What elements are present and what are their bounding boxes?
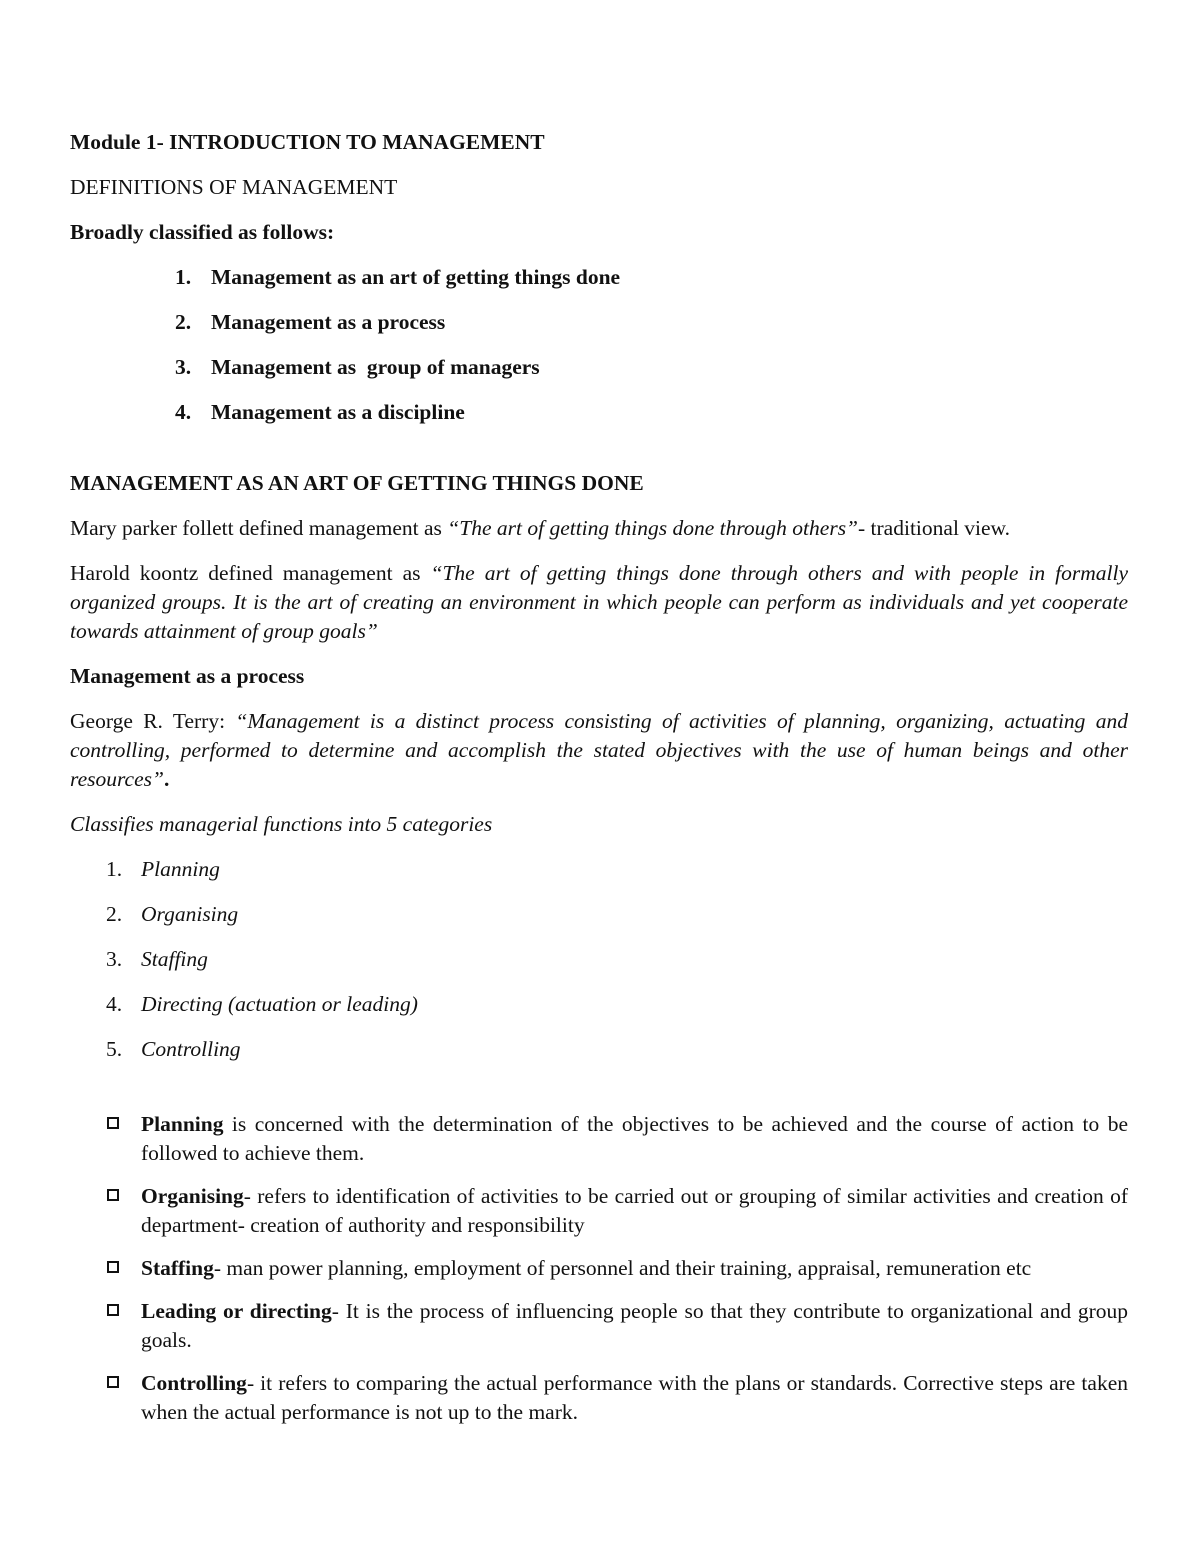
module-title xyxy=(70,128,1128,157)
list-number: 5. xyxy=(106,1037,123,1061)
list-item xyxy=(70,990,1128,1019)
list-number: 1. xyxy=(175,265,192,289)
follett-suffix: - traditional view. xyxy=(858,516,1011,540)
list-number: 3. xyxy=(106,947,123,971)
detail-term: Controlling xyxy=(141,1371,247,1395)
detail-text: - it refers to comparing the actual performance with the plans or standards. Corrective steps are taken when the actual performance is not up to the mark. xyxy=(141,1371,1128,1424)
detail-term: Planning xyxy=(141,1112,224,1136)
functions-list xyxy=(70,855,1128,1064)
list-text: Management as an art of getting things done xyxy=(211,265,621,289)
list-item xyxy=(70,1035,1128,1064)
follett-definition xyxy=(70,514,1128,543)
function-details-list xyxy=(70,1110,1128,1427)
classified-intro: Broadly classified as follows: xyxy=(70,220,335,244)
terry-author: George R. Terry: xyxy=(70,709,236,733)
list-item xyxy=(70,855,1128,884)
list-text: Management as a process xyxy=(211,310,446,334)
koontz-definition xyxy=(70,559,1128,646)
list-text: Staffing xyxy=(141,947,208,971)
koontz-author: Harold koontz defined management as xyxy=(70,561,431,585)
detail-term: Staffing xyxy=(141,1256,214,1280)
terry-definition xyxy=(70,707,1128,794)
detail-text: - refers to identification of activities to be carried out or grouping of similar activities and creation of department- creation of authority and responsibility xyxy=(141,1184,1128,1237)
process-section-heading: Management as a process xyxy=(70,664,305,688)
list-item xyxy=(70,1297,1128,1355)
spacer xyxy=(70,443,1128,469)
art-section-heading: MANAGEMENT AS AN ART OF GETTING THINGS DONE xyxy=(70,471,644,495)
classifies-line: Classifies managerial functions into 5 categories xyxy=(70,812,493,836)
detail-text: - It is the process of influencing people so that they contribute to organizational and group goals. xyxy=(141,1299,1129,1352)
list-item xyxy=(70,1182,1128,1240)
list-text: Directing (actuation or leading) xyxy=(141,992,418,1016)
koontz-quote: “The art of getting things done through others and with people in formally organized groups. It is the art of creating an environment in which people can perform as individuals and yet cooperate towards attainment of group goals” xyxy=(70,561,1128,643)
terry-suffix: . xyxy=(163,767,170,791)
list-item xyxy=(70,1110,1128,1168)
follett-quote: “The art of getting things done through others” xyxy=(447,516,859,540)
terry-quote: “Management is a distinct process consisting of activities of planning, organizing, actuating and controlling, performed to determine and accomplish the stated objectives with the use of human beings and other resources” xyxy=(70,709,1128,791)
list-text: Planning xyxy=(141,857,220,881)
list-item xyxy=(70,398,1128,427)
follett-author: Mary parker follett defined management as xyxy=(70,516,448,540)
checkbox-bullet-icon xyxy=(107,1189,119,1201)
document-page xyxy=(70,128,1128,1441)
spacer xyxy=(70,1080,1128,1110)
list-item xyxy=(70,945,1128,974)
list-number: 3. xyxy=(175,355,192,379)
list-item xyxy=(70,900,1128,929)
list-text: Controlling xyxy=(141,1037,241,1061)
checkbox-bullet-icon xyxy=(107,1117,119,1129)
list-number: 2. xyxy=(175,310,192,334)
detail-text: is concerned with the determination of the objectives to be achieved and the course of action to be followed to achieve them. xyxy=(141,1112,1128,1165)
definitions-heading: DEFINITIONS OF MANAGEMENT xyxy=(70,175,398,199)
detail-term: Leading or directing xyxy=(141,1299,332,1323)
detail-term: Organising xyxy=(141,1184,244,1208)
classification-list xyxy=(70,263,1128,427)
list-item xyxy=(70,353,1128,382)
list-number: 4. xyxy=(106,992,123,1016)
list-number: 2. xyxy=(106,902,123,926)
list-item xyxy=(70,308,1128,337)
detail-text: - man power planning, employment of personnel and their training, appraisal, remuneration etc xyxy=(213,1256,1032,1280)
module-title-prefix: Module 1- INTRODUCTION TO MANAGEMENT xyxy=(70,130,545,154)
list-item xyxy=(70,1369,1128,1427)
list-text: Organising xyxy=(141,902,239,926)
list-text: Management as group of managers xyxy=(211,355,540,379)
checkbox-bullet-icon xyxy=(107,1304,119,1316)
list-item xyxy=(70,263,1128,292)
list-number: 4. xyxy=(175,400,192,424)
list-number: 1. xyxy=(106,857,123,881)
checkbox-bullet-icon xyxy=(107,1376,119,1388)
list-item xyxy=(70,1254,1128,1283)
list-text: Management as a discipline xyxy=(211,400,465,424)
checkbox-bullet-icon xyxy=(107,1261,119,1273)
